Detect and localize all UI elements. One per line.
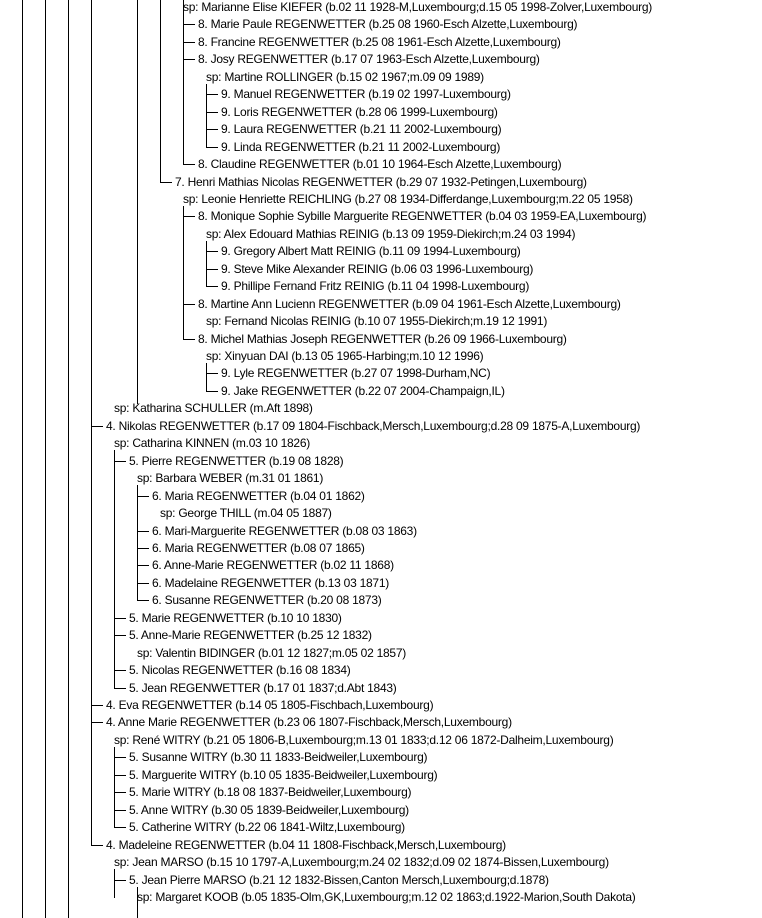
tree-connector xyxy=(183,304,195,305)
sibling-line xyxy=(137,485,138,601)
tree-connector xyxy=(137,531,149,532)
person-entry: 8. Francine REGENWETTER (b.25 08 1961-Esch Alzette,Luxembourg) xyxy=(198,34,561,49)
tree-connector xyxy=(91,705,103,706)
person-entry: 6. Maria REGENWETTER (b.04 01 1862) xyxy=(152,488,365,503)
tree-connector xyxy=(114,635,126,636)
spouse-entry: sp: Alex Edouard Mathias REINIG (b.13 09 1959-Diekirch;m.24 03 1994) xyxy=(206,226,576,241)
person-entry: 7. Henri Mathias Nicolas REGENWETTER (b.29 07 1932-Petingen,Luxembourg) xyxy=(175,174,587,189)
person-entry: 9. Jake REGENWETTER (b.22 07 2004-Champaign,IL) xyxy=(221,383,505,398)
tree-connector xyxy=(183,339,195,340)
person-entry: 6. Madelaine REGENWETTER (b.13 03 1871) xyxy=(152,575,390,590)
ancestor-line-3 xyxy=(68,0,69,918)
person-entry: 8. Martine Ann Lucienn REGENWETTER (b.09 04 1961-Esch Alzette,Luxembourg) xyxy=(198,296,621,311)
tree-connector xyxy=(206,373,218,374)
spouse-entry: sp: Marianne Elise KIEFER (b.02 11 1928-M,Luxembourg;d.15 05 1998-Zolver,Luxembourg) xyxy=(183,0,653,14)
spouse-entry: sp: Valentin BIDINGER (b.01 12 1827;m.05 02 1857) xyxy=(137,645,407,660)
tree-connector xyxy=(160,182,172,183)
tree-connector xyxy=(206,286,218,287)
person-entry: 8. Marie Paule REGENWETTER (b.25 08 1960-Esch Alzette,Luxembourg) xyxy=(198,17,578,32)
tree-connector xyxy=(114,688,126,689)
spouse-entry: sp: René WITRY (b.21 05 1806-B,Luxembourg;m.13 01 1833;d.12 06 1872-Dalheim,Luxembourg) xyxy=(114,732,614,747)
sibling-line xyxy=(114,450,115,689)
person-entry: 4. Madeleine REGENWETTER (b.04 11 1808-Fischback,Mersch,Luxembourg) xyxy=(106,837,506,852)
ancestor-line-2 xyxy=(45,0,46,918)
person-entry: 9. Manuel REGENWETTER (b.19 02 1997-Luxembourg) xyxy=(221,87,511,102)
person-entry: 9. Linda REGENWETTER (b.21 11 2002-Luxembourg) xyxy=(221,139,501,154)
tree-connector xyxy=(91,426,103,427)
tree-connector xyxy=(183,216,195,217)
tree-connector xyxy=(114,670,126,671)
tree-connector xyxy=(114,827,126,828)
person-entry: 8. Josy REGENWETTER (b.17 07 1963-Esch Alzette,Luxembourg) xyxy=(198,52,540,67)
tree-connector xyxy=(183,164,195,165)
sibling-line xyxy=(206,84,207,148)
person-entry: 9. Loris REGENWETTER (b.28 06 1999-Luxembourg) xyxy=(221,104,498,119)
tree-connector xyxy=(206,112,218,113)
spouse-entry: sp: Margaret KOOB (b.05 1835-Olm,GK,Luxembourg;m.12 02 1863;d.1922-Marion,South Dakota) xyxy=(137,889,636,904)
tree-connector xyxy=(206,269,218,270)
spouse-entry: sp: George THILL (m.04 05 1887) xyxy=(160,506,332,521)
spouse-entry: sp: Katharina SCHULLER (m.Aft 1898) xyxy=(114,401,313,416)
person-entry: 8. Claudine REGENWETTER (b.01 10 1964-Esch Alzette,Luxembourg) xyxy=(198,157,562,172)
spouse-entry: sp: Barbara WEBER (m.31 01 1861) xyxy=(137,471,324,486)
person-entry: 9. Phillipe Fernand Fritz REINIG (b.11 04 1998-Luxembourg) xyxy=(221,279,530,294)
tree-connector xyxy=(137,565,149,566)
spouse-entry: sp: Martine ROLLINGER (b.15 02 1967;m.09 09 1989) xyxy=(206,69,484,84)
spouse-entry: sp: Fernand Nicolas REINIG (b.10 07 1955-Diekirch;m.19 12 1991) xyxy=(206,314,548,329)
sibling-line xyxy=(183,206,184,340)
sibling-line xyxy=(206,241,207,287)
person-entry: 9. Laura REGENWETTER (b.21 11 2002-Luxembourg) xyxy=(221,122,502,137)
person-entry: 5. Nicolas REGENWETTER (b.16 08 1834) xyxy=(129,663,351,678)
tree-connector xyxy=(137,496,149,497)
person-entry: 5. Anne-Marie REGENWETTER (b.25 12 1832) xyxy=(129,628,372,643)
sibling-line xyxy=(206,363,207,392)
person-entry: 5. Catherine WITRY (b.22 06 1841-Wiltz,Luxembourg) xyxy=(129,820,405,835)
branch-line-continue xyxy=(137,887,138,918)
tree-connector xyxy=(114,618,126,619)
tree-connector xyxy=(114,810,126,811)
person-entry: 5. Marie REGENWETTER (b.10 10 1830) xyxy=(129,610,342,625)
person-entry: 5. Jean REGENWETTER (b.17 01 1837;d.Abt 1843) xyxy=(129,680,397,695)
tree-connector xyxy=(91,845,103,846)
person-entry: 5. Anne WITRY (b.30 05 1839-Beidweiler,Luxembourg) xyxy=(129,802,409,817)
person-entry: 4. Anne Marie REGENWETTER (b.23 06 1807-Fischback,Mersch,Luxembourg) xyxy=(106,715,512,730)
person-entry: 5. Susanne WITRY (b.30 11 1833-Beidweiler,Luxembourg) xyxy=(129,750,428,765)
tree-connector xyxy=(137,548,149,549)
spouse-entry: sp: Xinyuan DAI (b.13 05 1965-Harbing;m.10 12 1996) xyxy=(206,349,484,363)
tree-connector xyxy=(114,757,126,758)
sibling-line xyxy=(91,0,92,846)
person-entry: 9. Lyle REGENWETTER (b.27 07 1998-Durham,NC) xyxy=(221,366,491,381)
tree-connector xyxy=(137,583,149,584)
spouse-entry: sp: Jean MARSO (b.15 10 1797-A,Luxembourg;m.24 02 1832;d.09 02 1874-Bissen,Luxembourg) xyxy=(114,855,609,870)
tree-connector xyxy=(114,461,126,462)
person-entry: 5. Jean Pierre MARSO (b.21 12 1832-Bissen,Canton Mersch,Luxembourg;d.1878) xyxy=(129,872,549,887)
tree-connector xyxy=(206,391,218,392)
person-entry: 8. Michel Mathias Joseph REGENWETTER (b.26 09 1966-Luxembourg) xyxy=(198,331,567,346)
person-entry: 9. Gregory Albert Matt REINIG (b.11 09 1994-Luxembourg) xyxy=(221,244,521,259)
tree-connector xyxy=(114,880,126,881)
tree-connector xyxy=(206,129,218,130)
tree-connector xyxy=(114,775,126,776)
tree-connector xyxy=(206,94,218,95)
tree-connector xyxy=(183,42,195,43)
tree-connector xyxy=(114,792,126,793)
person-entry: 5. Marguerite WITRY (b.10 05 1835-Beidweiler,Luxembourg) xyxy=(129,767,438,782)
person-entry: 6. Anne-Marie REGENWETTER (b.02 11 1868) xyxy=(152,558,394,573)
sibling-line xyxy=(114,869,115,898)
person-entry: 5. Pierre REGENWETTER (b.19 08 1828) xyxy=(129,453,344,468)
tree-connector xyxy=(183,59,195,60)
tree-connector xyxy=(183,24,195,25)
tree-connector xyxy=(137,600,149,601)
spouse-entry: sp: Leonie Henriette REICHLING (b.27 08 1934-Differdange,Luxembourg;m.22 05 1958) xyxy=(183,191,633,206)
sibling-line xyxy=(160,0,161,183)
person-entry: 6. Mari-Marguerite REGENWETTER (b.08 03 1863) xyxy=(152,523,417,538)
sibling-line xyxy=(114,747,115,828)
sibling-line xyxy=(183,0,184,165)
ancestor-line-1 xyxy=(22,0,23,918)
tree-connector xyxy=(206,251,218,252)
person-entry: 8. Monique Sophie Sybille Marguerite REGENWETTER (b.04 03 1959-EA,Luxembourg) xyxy=(198,209,647,224)
branch-line-gen4 xyxy=(137,0,138,404)
person-entry: 6. Maria REGENWETTER (b.08 07 1865) xyxy=(152,540,365,555)
person-entry: 4. Eva REGENWETTER (b.14 05 1805-Fischbach,Luxembourg) xyxy=(106,698,434,712)
person-entry: 5. Marie WITRY (b.18 08 1837-Beidweiler,Luxembourg) xyxy=(129,785,412,800)
person-entry: 4. Nikolas REGENWETTER (b.17 09 1804-Fischback,Mersch,Luxembourg;d.28 09 1875-A,Luxembourg) xyxy=(106,418,641,433)
person-entry: 6. Susanne REGENWETTER (b.20 08 1873) xyxy=(152,593,382,608)
spouse-entry: sp: Catharina KINNEN (m.03 10 1826) xyxy=(114,436,311,451)
tree-connector xyxy=(91,722,103,723)
person-entry: 9. Steve Mike Alexander REINIG (b.06 03 1996-Luxembourg) xyxy=(221,261,534,276)
tree-connector xyxy=(206,147,218,148)
